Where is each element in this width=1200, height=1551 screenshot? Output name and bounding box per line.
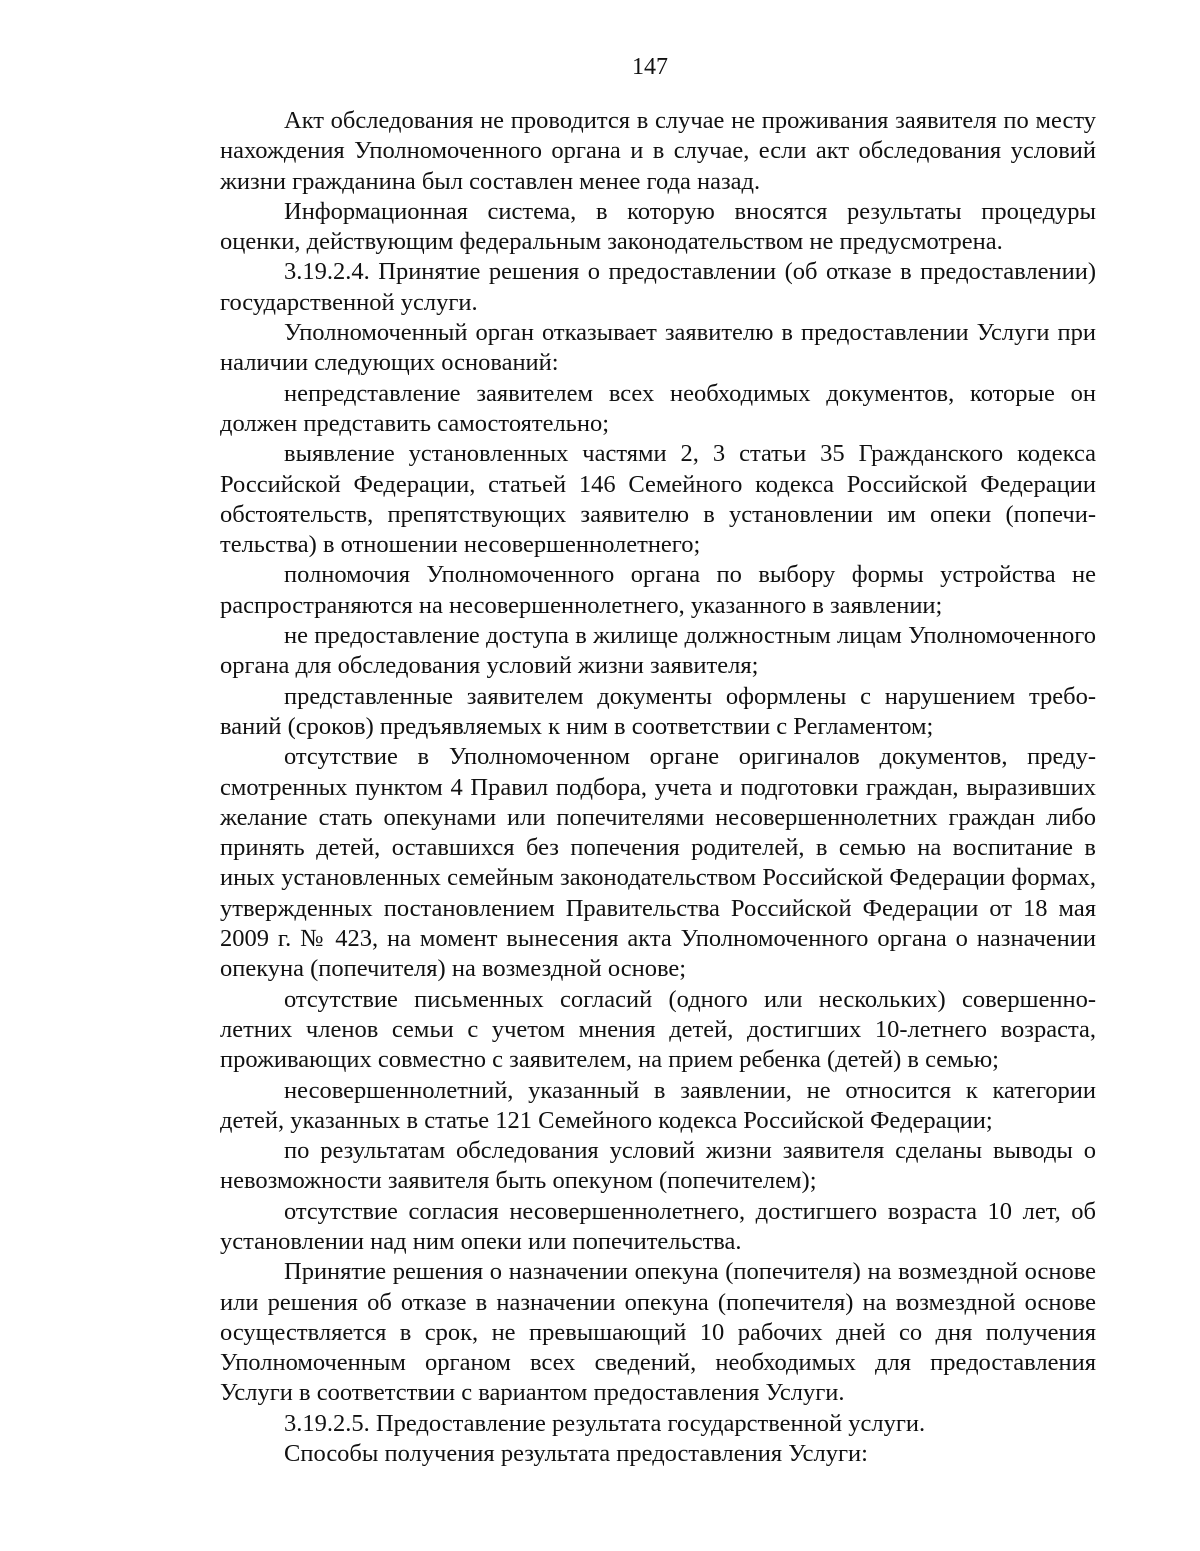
paragraph-section-3-19-2-4: 3.19.2.4. Принятие решения о предоставлении (об отказе в предоставлении) государственной услуги. [220,258,1096,316]
list-item-ground-document-violations: представленные заявителем документы оформлены с нарушением требований (сроков) предъявляемых к ним в соответствии с Регламентом; [220,682,1096,740]
list-item-ground-category: несовершеннолетний, указанный в заявлении, не относится к категории детей, указанных в статье 121 Семейного кодекса Российской Федерации; [220,1076,1096,1134]
paragraph-section-3-19-2-5: 3.19.2.5. Предоставление результата государственной услуги. [284,1409,926,1437]
list-item-ground-no-originals: отсутствие в Уполномоченном органе оригиналов документов, предусмотренных пунктом 4 Правил подбора, учета и подготовки граждан, выразивших желание стать опекунами или попечителями несовершеннолетних граждан либо принять детей, оставшихся без попечения родителей, в семью на воспитание в иных установленных семейным законодательством Российской Федерации формах, утвержденных постановлением Правительства Российской Федерации от 18 мая 2009 г. № 423, на момент вынесения акта Уполномоченного органа о назначении опекуна (попечителя) на возмездной основе; [220,743,1096,983]
paragraph-information-system: Информационная система, в которую вносятся результаты процедуры оценки, действующим федеральным законодательством не предусмотрена. [220,197,1096,256]
list-item-ground-minor-consent: отсутствие согласия несовершеннолетнего, достигшего возраста 10 лет, об установлении над ним опеки или попечительства. [220,1197,1096,1255]
paragraph-refusal-grounds-intro: Уполномоченный орган отказывает заявителю в предоставлении Услуги при наличии следующих оснований: [220,319,1096,377]
document-body [220,106,1096,1469]
paragraph-result-methods: Способы получения результата предоставления Услуги: [284,1440,868,1468]
list-item-ground-no-access: не предоставление доступа в жилище должностным лицам Уполномоченного органа для обследования условий жизни заявителя; [220,622,1096,680]
paragraph-decision-deadline: Принятие решения о назначении опекуна (попечителя) на возмездной основе или решения об отказе в назначении опекуна (попечителя) на возмездной основе осуществляется в срок, не превышающий 10 рабочих дней со дня получения Уполномоченным органом всех сведений, необходимых для предоставления Услуги в соответствии с вариантом предоставления Услуги. [220,1258,1096,1407]
list-item-ground-authority-powers: полномочия Уполномоченного органа по выбору формы устройства не распространяются на несовершеннолетнего, указанного в заявлении; [220,561,1096,619]
list-item-ground-inspection-results: по результатам обследования условий жизни заявителя сделаны выводы о невозможности заявителя быть опекуном (попечителем); [220,1137,1096,1195]
page-number: 147 [632,54,668,80]
list-item-ground-no-family-consent: отсутствие письменных согласий (одного или нескольких) совершеннолетних членов семьи с учетом мнения детей, достигших 10-летнего возраста, проживающих совместно с заявителем, на прием ребенка (детей) в семью; [220,985,1096,1074]
list-item-ground-missing-documents: непредставление заявителем всех необходимых документов, которые он должен представить самостоятельно; [220,379,1096,437]
list-item-ground-civil-code: выявление установленных частями 2, 3 статьи 35 Гражданского кодекса Российской Федерации, статьей 146 Семейного кодекса Российской Федерации обстоятельств, препятствующих заявителю в установлении им опеки (попечительства) в отношении несовершеннолетнего; [220,440,1096,559]
paragraph-inspection-act: Акт обследования не проводится в случае не проживания заявителя по месту нахождения Уполномоченного органа и в случае, если акт обследования условий жизни гражданина был составлен менее года назад. [220,107,1096,195]
